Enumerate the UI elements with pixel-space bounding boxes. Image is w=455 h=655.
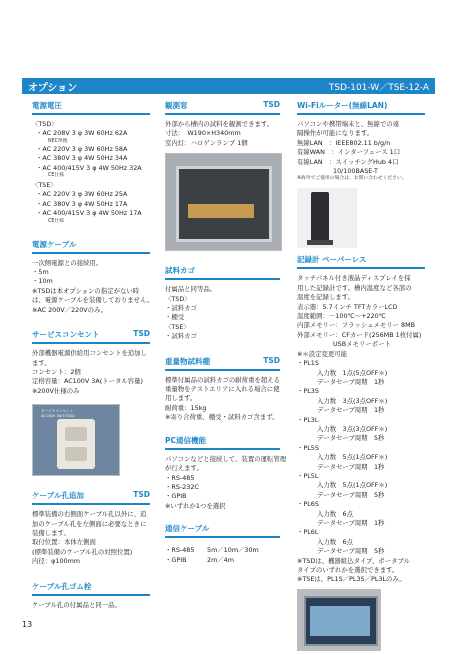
model-save-cycle: データセーブ周期 1秒 [317,377,385,386]
recorder-line: 温度範囲：－100℃～+220℃ [297,312,386,321]
pc-title: PC通信機能 [165,435,207,445]
voltage-item: ・AC 208V 3 φ 3W 60Hz 62A [36,129,128,138]
cablehole-code: TSD [133,490,150,500]
rubber-lines [32,601,150,610]
text-line: コンセント：2個 [32,367,81,376]
outlet-face [57,419,95,469]
voltage-note: CE仕様 [48,218,64,224]
model-inputs: 入力数 5点(1点OFF＊) [317,481,388,490]
model-save-cycle: データセーブ周期 5秒 [317,434,385,443]
basket-section [165,265,280,341]
wifi-line: 有線WAN ：インターフェース 1口 [297,148,401,157]
wifi-line: 隔操作が可能になります。 [297,129,374,138]
text-line: パソコンなどと接続して、装置の運転管理 [165,454,287,463]
model-name: ・PL5S [297,443,319,452]
text-line: 重量物をテストエリアに入れる場合に使 [165,385,280,394]
voltage-item: ・AC 380V 3 φ 4W 50Hz 17A [36,199,128,208]
cablehole-lines [32,510,150,566]
commcable-row [165,556,280,565]
text-line: 耐荷重：15kg [165,403,207,412]
wifi-line: 有線LAN ：スイッチングHub 4口 [297,157,399,166]
text-line: ※TSDは本オプションの指定がない時 [32,286,140,295]
text-line: 室内灯：ハロゲンランプ 1個 [165,138,248,147]
basket-lines [165,285,280,341]
service-lines [32,349,150,396]
model-save-cycle: データセーブ周期 1秒 [317,406,385,415]
cablehole-section [32,490,150,566]
model-inputs: 入力数 3点(3点OFF＊) [317,424,388,433]
power-title: 電源電圧 [32,101,62,110]
text-line: ※TSEは、PL1S／PL3S／PL3Lのみ。 [297,575,406,584]
text-line: 寸法： W190×H340mm [165,129,241,138]
text-line: ・10m [32,277,53,286]
text-line: 用します。 [165,394,197,403]
voltage-item: ・AC 220V 3 φ 3W 60Hz 58A [36,144,128,153]
model-name: ・PL6L [297,528,319,537]
recorder-line: 温度を記録します。 [297,293,355,302]
recorder-line: 表示器：5.7インチ TFTカラーLCD [297,302,398,311]
model-inputs: 入力数 6点 [317,509,354,518]
cable-section [32,239,154,315]
text-line: 外部機器電源供給用コンセントを追加し [32,349,148,358]
pc-lines [165,454,287,511]
power-section [32,100,150,225]
commcable-length: 5m／10m／30m [207,546,259,555]
model-name: ・PL6S [297,500,319,509]
text-line: 標準装備の右側面ケーブル孔以外に、追 [32,510,147,519]
model-name: ・PL5L [297,471,319,480]
text-line: 取付位置：本体左側面 [32,538,96,547]
commcable-row [165,546,280,555]
wifi-lines [297,120,425,182]
text-line: ※200V仕様のみ [32,386,80,395]
model-inputs: 入力数 3点(3点OFF＊) [317,396,388,405]
model-save-cycle: データセーブ周期 1秒 [317,462,385,471]
wifi-line: 10/100BASE-T [333,167,378,176]
service-section [32,329,150,476]
pc-section [165,435,287,511]
model-inputs: 入力数 1点(5点OFF＊) [317,368,388,377]
text-line: タイプのいずれかを選択できます。 [297,566,399,575]
text-line: は、電源ケーブルを装備しておりません。 [32,296,154,305]
text-line: ・試料カゴ [165,332,197,341]
commcable-section [165,523,280,565]
voltage-item: ・AC 220V 3 φ 3W 60Hz 25A [36,190,128,199]
cablehole-title: ケーブル孔追加 [32,491,84,501]
window-title: 観測窓 [165,101,188,110]
recorder-line: 外部メモリー：CFカード(256MB 1枚付属) [297,330,422,339]
text-line: 内径：φ100mm [32,557,81,566]
rubber-section [32,581,150,610]
recorder-line: ※＊設定変更可能 [297,349,348,358]
column-left [32,100,154,614]
text-line: 〈TSD〉 [165,294,191,303]
recorder-title: 記録計 ペーパーレス [297,255,367,265]
text-line: ・RS-485 [165,473,195,482]
model-name: ・PL1S [297,359,319,368]
page-number: 13 [22,620,33,629]
text-line: ます。 [32,358,51,367]
voltage-note: CE仕様 [48,173,64,179]
heavy-code: TSD [263,355,280,365]
model-inputs: 入力数 5点(1点OFF＊) [317,453,388,462]
power-tsd-list [32,129,150,179]
model-name: ・PL3L [297,415,319,424]
model-save-cycle: データセーブ周期 1秒 [317,519,385,527]
service-title: サービスコンセント [32,330,100,340]
text-line: ・棚受 [165,313,185,322]
options-banner [22,78,435,94]
text-line: 加のケーブル孔を左側面に必要なときに [32,519,147,528]
model-inputs: 入力数 6点 [317,537,354,546]
model-name: ・PL3S [297,387,319,396]
text-line: ・GPIB [165,492,187,501]
recorder-line: タッチパネル付き液晶ディスプレイを採 [297,274,411,283]
text-line: ・5m [32,268,49,277]
text-line: 標準付属品の試料カゴの耐荷重を超える [165,375,281,384]
text-line: 付属品と同等品。 [165,285,217,294]
text-line: ケーブル孔の付属品と同一品。 [32,600,121,609]
text-line: (標準装備のケーブル孔の対照位置) [32,547,133,556]
commcable-title: 通信ケーブル [165,524,210,534]
text-line: ※いずれか1つを選択 [165,501,226,510]
wifi-line: 無線LAN ：IEEE802.11 b/g/n [297,138,391,147]
recorder-line: USBメモリーポート [333,340,391,349]
window-code: TSD [263,100,280,109]
voltage-item: ・AC 400/415V 3 φ 4W 50Hz 17A [36,209,142,218]
recorder-notes [297,557,425,585]
text-line: 一次側電源との接続用。 [32,258,103,267]
commcable-length: 2m／4m [207,555,234,564]
rubber-title: ケーブル孔ゴム栓 [32,581,92,591]
text-line: ・試料カゴ [165,304,197,313]
text-line: が行えます。 [165,464,203,473]
heavy-lines [165,376,280,423]
outlet-photo [32,404,120,476]
model-save-cycle: データセーブ周期 5秒 [317,490,385,499]
recorder-section [297,254,425,650]
commcable-type: ・RS-485 [165,546,195,555]
power-tse-label: 〈TSE〉 [32,181,57,190]
cable-title: 電源ケーブル [32,239,77,249]
cable-lines [32,258,154,315]
banner-title: オプション [28,83,78,94]
text-line: 定格容量：AC100V 3A(トータル容量) [32,377,144,386]
voltage-item: ・AC 380V 3 φ 4W 50Hz 34A [36,154,128,163]
wifi-title: Wi-Fiルーター(無線LAN) [297,101,388,110]
wifi-line: パソコンや携帯端末と、無線での遠 [297,120,400,128]
text-line: ※TSDは、機器組込タイプ、ポータブル [297,556,411,565]
text-line: ※寄り合荷重、棚受・試料カゴ含まず。 [165,413,279,422]
model-save-cycle: データセーブ周期 5秒 [317,547,385,556]
text-line: 〈TSE〉 [165,322,190,331]
heavy-title: 重量物試料棚 [165,356,210,366]
window-photo [165,153,282,251]
text-line: ・RS-232C [165,482,199,491]
recorder-line: 内部メモリー：フラッシュメモリー 8MB [297,321,415,330]
voltage-item: ・AC 400/415V 3 φ 4W 50Hz 32A [36,163,142,172]
column-right [297,100,425,655]
text-line: 装備します。 [32,528,70,537]
wifi-section [297,100,425,248]
router-photo [297,188,357,248]
commcable-rows [165,546,280,565]
text-line: 外部から槽内の試料を観測できます。 [165,120,274,128]
window-section [165,100,280,251]
window-lines [165,120,280,148]
text-line: ※AC 200V／220Vのみ。 [32,305,108,314]
voltage-note: NEC準拠 [48,138,68,144]
power-tsd-label: 〈TSD〉 [32,120,58,128]
basket-title: 試料カゴ [165,266,195,276]
column-middle [165,100,287,569]
heavy-section [165,356,280,423]
banner-model: TSD-101-W／TSE-12-A [328,83,429,93]
wifi-line: ※海外でご使用の場合は、お問い合わせください。 [297,176,407,182]
service-code: TSD [133,329,150,339]
recorder-photo [297,589,381,651]
outlet-plate-text: サービスコンセント AC100V 3A(TOTAL) [41,409,76,418]
commcable-type: ・GPIB [165,555,187,564]
recorder-lines [297,274,425,359]
recorder-line: 用した記録計です。槽内温度など各部の [297,283,412,292]
power-tse-list [32,190,150,224]
recorder-models [297,359,425,557]
